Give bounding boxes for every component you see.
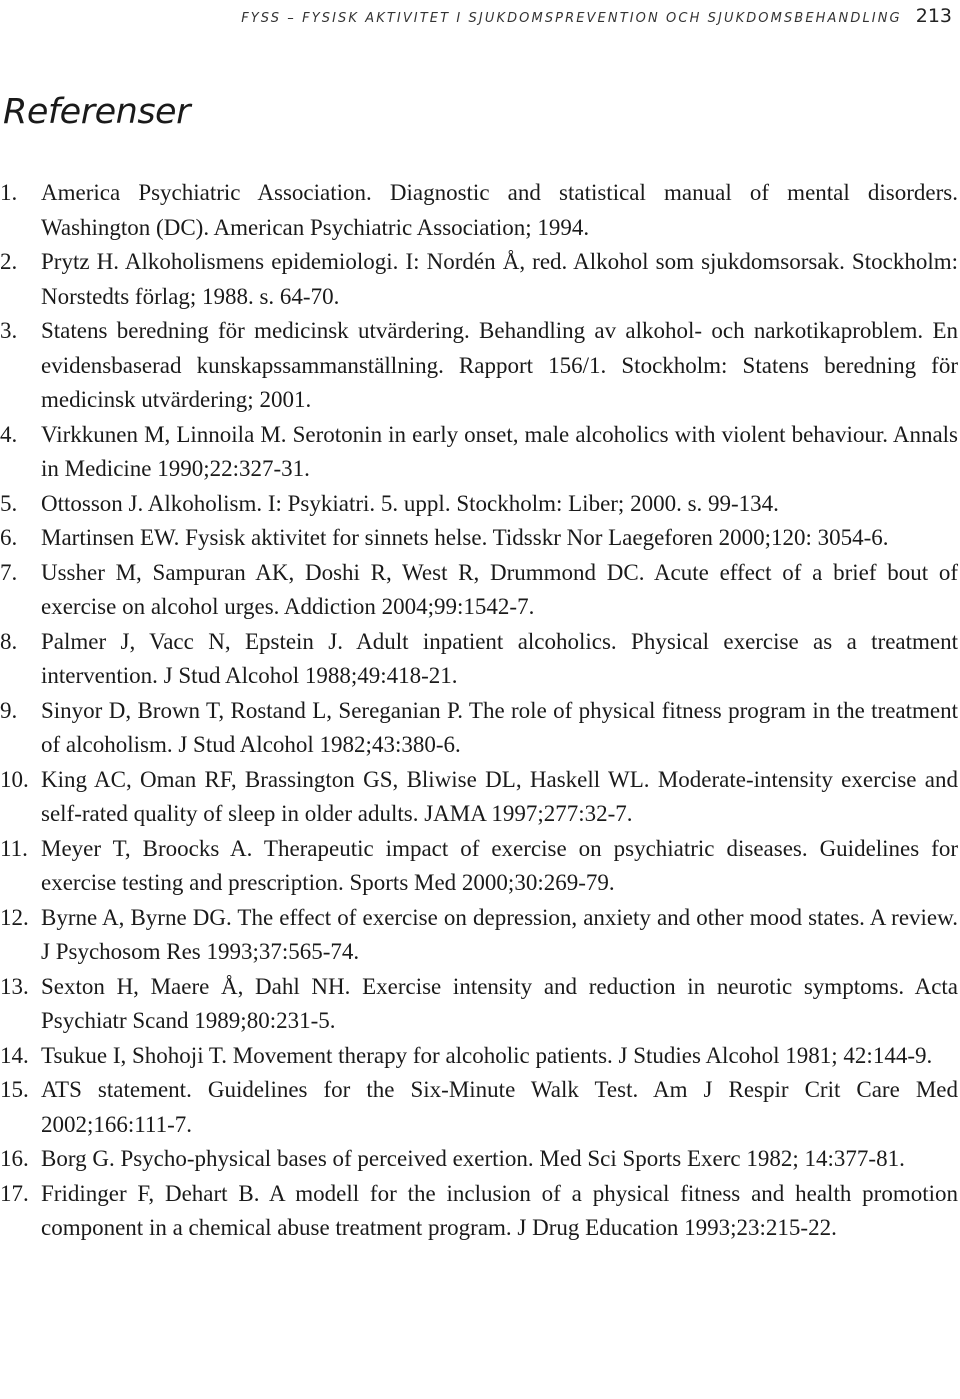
reference-item	[0, 245, 958, 314]
running-title: FYSS – FYSISK AKTIVITET I SJUKDOMSPREVENTION OCH SJUKDOMSBEHANDLING	[241, 11, 902, 26]
reference-number: 15.	[0, 1077, 29, 1102]
reference-item	[0, 487, 958, 522]
reference-number: 16.	[0, 1146, 29, 1171]
reference-text: Virkkunen M, Linnoila M. Serotonin in early onset, male alcoholics with violent behaviour. Annals in Medicine 1990;22:327-31.	[41, 421, 958, 481]
reference-item	[0, 521, 958, 556]
reference-text: Borg G. Psycho-physical bases of perceived exertion. Med Sci Sports Exerc 1982; 14:377-81.	[41, 1146, 905, 1171]
running-header	[241, 0, 952, 26]
reference-number: 17.	[0, 1180, 29, 1206]
reference-item	[0, 314, 958, 418]
reference-item	[0, 625, 958, 694]
reference-number: 3.	[0, 318, 18, 343]
reference-text: Palmer J, Vacc N, Epstein J. Adult inpatient alcoholics. Physical exercise as a treatment intervention. J Stud Alcohol 1988;49:418-21.	[41, 628, 958, 688]
reference-item	[0, 418, 958, 487]
reference-text: Tsukue I, Shohoji T. Movement therapy for alcoholic patients. J Studies Alcohol 1981; 42:144-9.	[41, 1042, 933, 1068]
reference-item	[0, 176, 958, 245]
reference-text: Martinsen EW. Fysisk aktivitet for sinnets helse. Tidsskr Nor Laegeforen 2000;120: 3054-6.	[41, 525, 889, 550]
reference-text: Meyer T, Broocks A. Therapeutic impact of exercise on psychiatric diseases. Guidelines for exercise testing and prescription. Sports Med 2000;30:269-79.	[41, 835, 958, 895]
reference-item	[0, 1142, 958, 1177]
reference-text: Fridinger F, Dehart B. A modell for the inclusion of a physical fitness and health promotion component in a chemical abuse treatment program. J Drug Education 1993;23:215-22.	[41, 1180, 958, 1240]
section-heading: Referenser	[3, 92, 190, 132]
reference-text: ATS statement. Guidelines for the Six-Minute Walk Test. Am J Respir Crit Care Med 2002;166:111-7.	[41, 1077, 958, 1137]
reference-text: Sexton H, Maere Å, Dahl NH. Exercise intensity and reduction in neurotic symptoms. Acta Psychiatr Scand 1989;80:231-5.	[41, 973, 958, 1033]
reference-number: 14.	[0, 1042, 29, 1068]
page-number: 213	[915, 5, 952, 27]
reference-number: 4.	[0, 421, 18, 447]
reference-item	[0, 1039, 958, 1074]
reference-number: 9.	[0, 697, 18, 723]
reference-item	[0, 832, 958, 901]
reference-item	[0, 970, 958, 1039]
reference-text: Ussher M, Sampuran AK, Doshi R, West R, Drummond DC. Acute effect of a brief bout of exercise on alcohol urges. Addiction 2004;99:1542-7.	[41, 559, 958, 619]
reference-text: Byrne A, Byrne DG. The effect of exercise on depression, anxiety and other mood states. A review. J Psychosom Res 1993;37:565-74.	[41, 904, 958, 964]
reference-item	[0, 556, 958, 625]
reference-text: Ottosson J. Alkoholism. I: Psykiatri. 5. uppl. Stockholm: Liber; 2000. s. 99-134.	[41, 490, 779, 516]
reference-text: Statens beredning för medicinsk utvärdering. Behandling av alkohol- och narkotikaproblem. En evidensbaserad kunskapssammanställning. Rapport 156/1. Stockholm: Statens beredning för medicinsk utvärdering; 2001.	[41, 318, 958, 412]
reference-number: 1.	[0, 180, 18, 205]
reference-number: 8.	[0, 628, 18, 654]
reference-number: 6.	[0, 525, 18, 550]
reference-item	[0, 763, 958, 832]
reference-number: 11.	[0, 835, 28, 861]
reference-text: Prytz H. Alkoholismens epidemiologi. I: Nordén Å, red. Alkohol som sjukdomsorsak. Stockholm: Norstedts förlag; 1988. s. 64-70.	[41, 249, 958, 309]
reference-text: Sinyor D, Brown T, Rostand L, Sereganian P. The role of physical fitness program in the treatment of alcoholism. J Stud Alcohol 1982;43:380-6.	[41, 697, 958, 757]
reference-item	[0, 1073, 958, 1142]
reference-number: 10.	[0, 766, 29, 792]
reference-item	[0, 1177, 958, 1246]
reference-text: America Psychiatric Association. Diagnostic and statistical manual of mental disorders. Washington (DC). American Psychiatric Association; 1994.	[41, 180, 958, 240]
reference-number: 13.	[0, 973, 29, 999]
reference-number: 2.	[0, 249, 18, 274]
reference-number: 5.	[0, 490, 18, 516]
reference-item	[0, 694, 958, 763]
reference-text: King AC, Oman RF, Brassington GS, Bliwise DL, Haskell WL. Moderate-intensity exercise and self-rated quality of sleep in older adults. JAMA 1997;277:32-7.	[41, 766, 958, 826]
reference-number: 7.	[0, 559, 18, 585]
reference-number: 12.	[0, 904, 29, 930]
reference-item	[0, 901, 958, 970]
reference-list	[0, 176, 958, 1246]
